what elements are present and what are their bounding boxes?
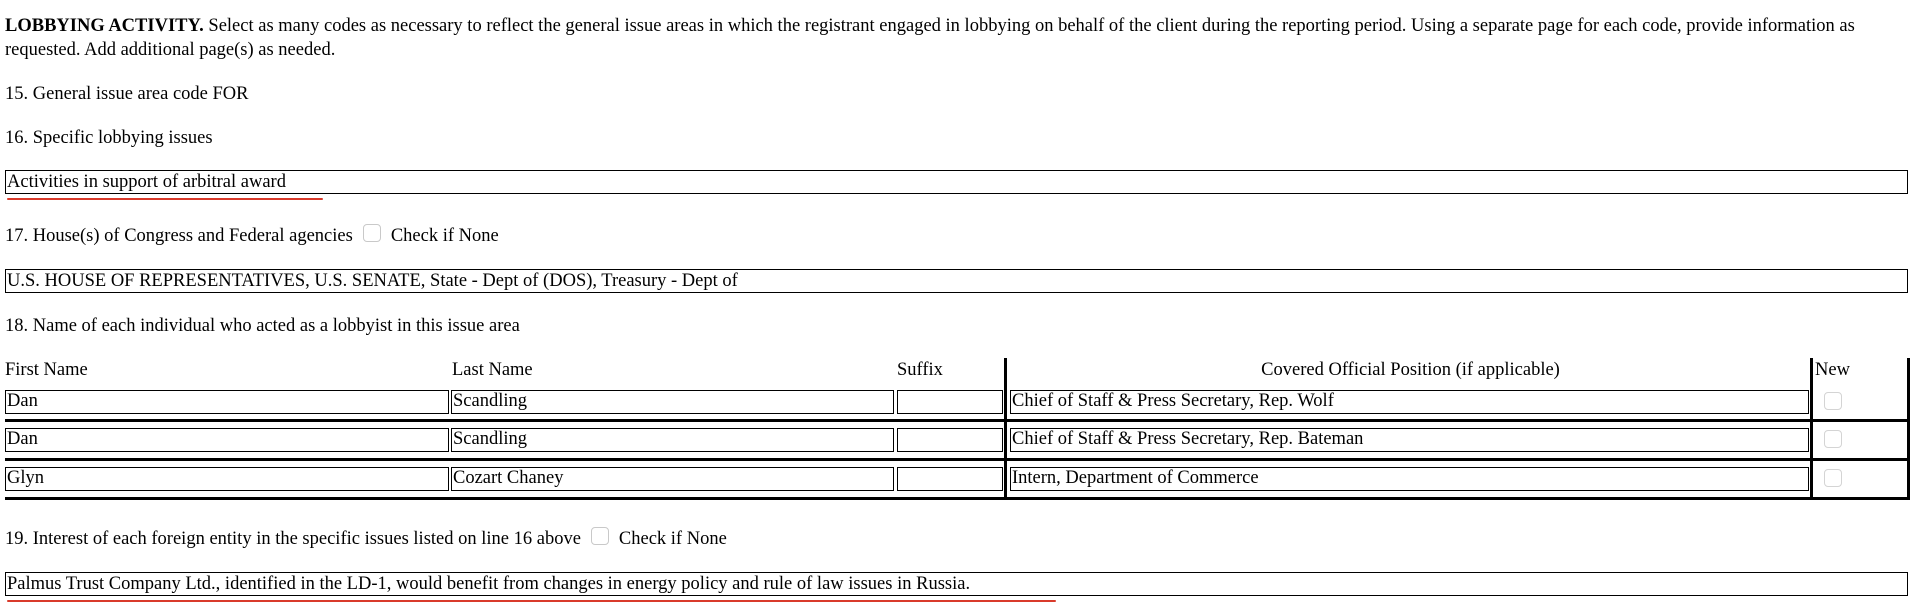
lobbying-activity-instructions: Select as many codes as necessary to reflect the general issue areas in which the registrant engaged in lobbying on behalf of the client during the reporting period. Using a separate page for each code, provide information as requested. Add additional page(s) as needed. [5,16,1855,60]
foreign-entity-interest-field[interactable]: Palmus Trust Company Ltd., identified in the LD-1, would benefit from changes in energy policy and rule of law issues in Russia. [5,572,1908,596]
lobbying-activity-intro [5,14,1910,62]
line19-check-label: Check if None [618,529,727,549]
lobbyist-first-name[interactable]: Glyn [5,467,449,491]
suffix-header: Suffix [897,360,943,380]
lobbyist-suffix[interactable] [897,428,1003,452]
lobbying-activity-heading: LOBBYING ACTIVITY. [5,16,204,36]
specific-issues-field[interactable]: Activities in support of arbitral award [5,170,1908,194]
lobbyist-suffix[interactable] [897,467,1003,491]
line17-label: 17. House(s) of Congress and Federal agencies [5,226,353,246]
table-divider [1004,358,1007,500]
lobbyist-first-name[interactable]: Dan [5,428,449,452]
table-row-divider [5,497,1910,500]
lobbyist-position[interactable]: Chief of Staff & Press Secretary, Rep. Wolf [1010,390,1809,414]
line17-none-checkbox[interactable] [363,224,381,242]
table-row-divider [5,458,1910,461]
first-name-header: First Name [5,360,88,380]
lobbyist-suffix[interactable] [897,390,1003,414]
lobbyist-new-checkbox[interactable] [1824,392,1842,410]
line16-label: 16. Specific lobbying issues [5,128,213,148]
table-row-divider [5,419,1910,422]
lobbyist-first-name[interactable]: Dan [5,390,449,414]
position-header: Covered Official Position (if applicable) [1261,360,1560,380]
table-divider [1907,358,1910,500]
line19-label: 19. Interest of each foreign entity in the specific issues listed on line 16 above [5,529,581,549]
lobbyist-position[interactable]: Intern, Department of Commerce [1010,467,1809,491]
lobbyist-position[interactable]: Chief of Staff & Press Secretary, Rep. Bateman [1010,428,1809,452]
line17-row [5,224,499,248]
lobbyist-last-name[interactable]: Scandling [451,390,894,414]
spellcheck-underline [7,198,323,200]
line19-none-checkbox[interactable] [591,527,609,545]
lobbyist-new-checkbox[interactable] [1824,430,1842,448]
line15-label: 15. General issue area code FOR [5,84,249,104]
spellcheck-underline [7,600,1056,602]
lobbyist-last-name[interactable]: Scandling [451,428,894,452]
houses-agencies-field[interactable]: U.S. HOUSE OF REPRESENTATIVES, U.S. SENATE, State - Dept of (DOS), Treasury - Dept of [5,269,1908,293]
last-name-header: Last Name [452,360,533,380]
new-header: New [1815,360,1850,380]
line17-check-label: Check if None [390,226,499,246]
table-divider [1810,358,1813,500]
lobbyist-new-checkbox[interactable] [1824,469,1842,487]
line19-row [5,527,727,551]
lobbyist-last-name[interactable]: Cozart Chaney [451,467,894,491]
line18-label: 18. Name of each individual who acted as a lobbyist in this issue area [5,316,520,336]
